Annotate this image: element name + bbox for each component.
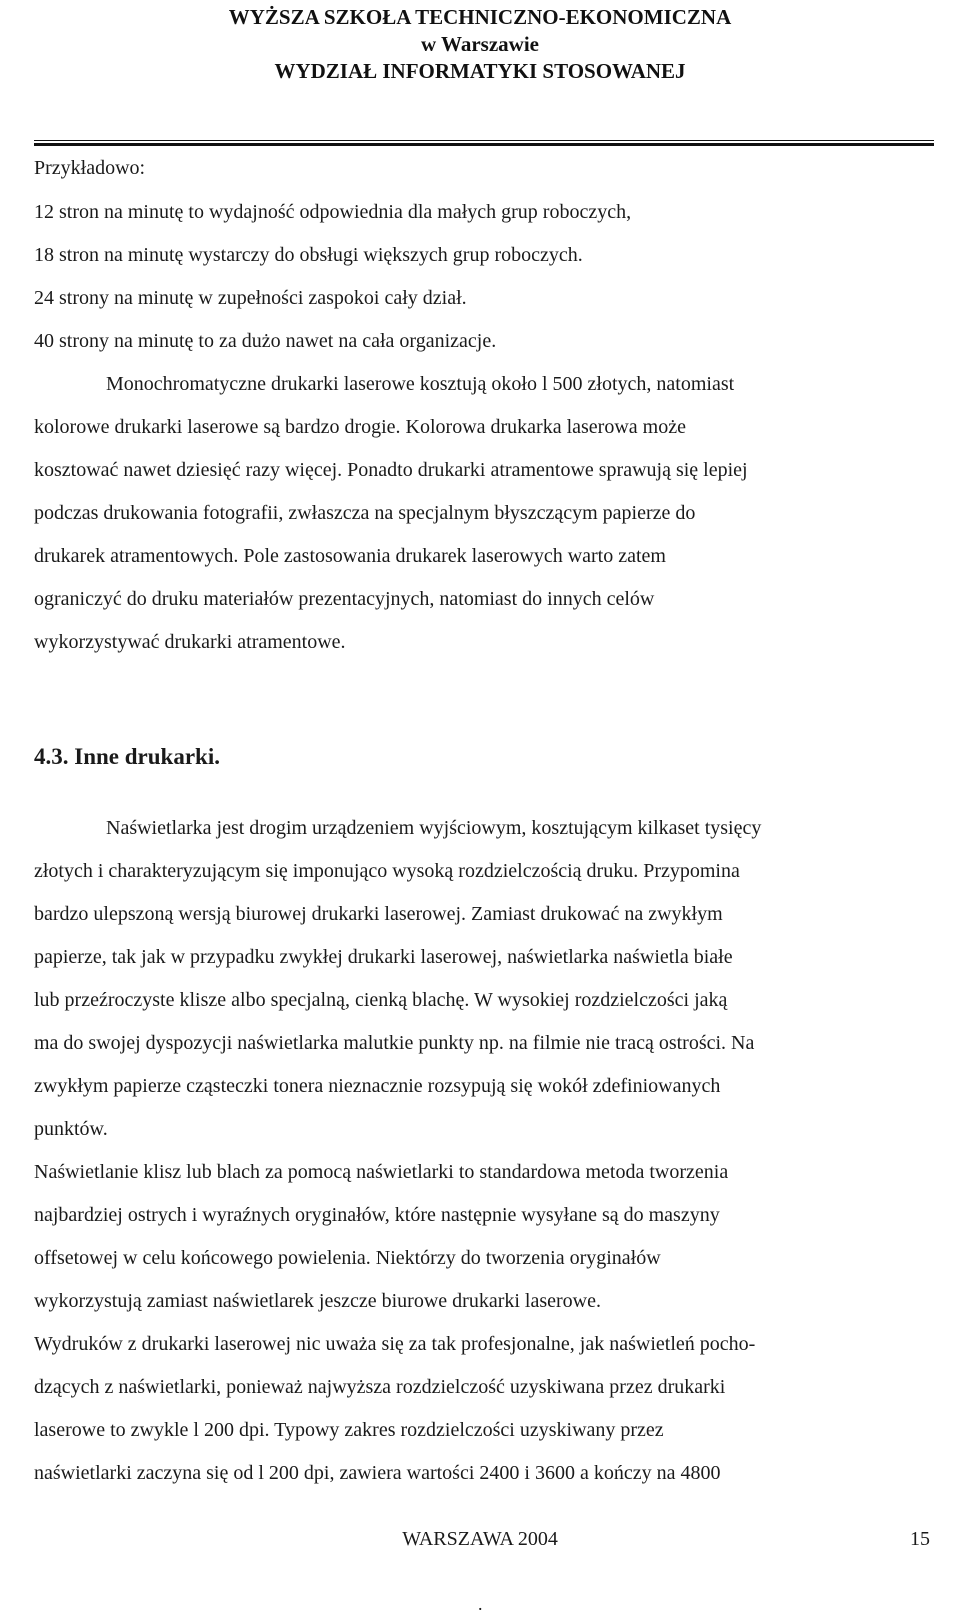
text-line: 18 stron na minutę wystarczy do obsługi większych grup roboczych. bbox=[34, 244, 583, 266]
section-heading: 4.3. Inne drukarki. bbox=[34, 744, 220, 769]
page-number: 15 bbox=[910, 1528, 930, 1550]
text-line: złotych i charakteryzującym się imponująco wysoką rozdzielczością druku. Przypomina bbox=[34, 860, 740, 882]
text-line: 24 strony na minutę w zupełności zaspokoi cały dział. bbox=[34, 287, 467, 309]
trailing-mark: . bbox=[478, 1594, 483, 1614]
text-line: najbardziej ostrych i wyraźnych oryginałów, które następnie wysyłane są do maszyny bbox=[34, 1204, 720, 1226]
text-line: ograniczyć do druku materiałów prezentacyjnych, natomiast do innych celów bbox=[34, 588, 655, 610]
text-line: Naświetlanie klisz lub blach za pomocą naświetlarki to standardowa metoda tworzenia bbox=[34, 1161, 729, 1183]
text-line: wykorzystywać drukarki atramentowe. bbox=[34, 631, 346, 653]
text-line: naświetlarki zaczyna się od l 200 dpi, zawiera wartości 2400 i 3600 a kończy na 4800 bbox=[34, 1462, 721, 1484]
header-school-name: WYŻSZA SZKOŁA TECHNICZNO-EKONOMICZNA bbox=[228, 5, 732, 29]
page-footer: WARSZAWA 2004 bbox=[402, 1528, 558, 1550]
header-rule-thick bbox=[34, 143, 934, 146]
text-line: offsetowej w celu końcowego powielenia. Niektórzy do tworzenia oryginałów bbox=[34, 1247, 661, 1269]
text-line: punktów. bbox=[34, 1118, 108, 1140]
header-rule-thin bbox=[34, 140, 934, 141]
text-line: dzących z naświetlarki, ponieważ najwyższa rozdzielczość uzyskiwana przez drukarki bbox=[34, 1376, 726, 1398]
text-line: 12 stron na minutę to wydajność odpowiednia dla małych grup roboczych, bbox=[34, 201, 632, 223]
text-line: papierze, tak jak w przypadku zwykłej drukarki laserowej, naświetlarka naświetla białe bbox=[34, 946, 733, 968]
text-line: ma do swojej dyspozycji naświetlarka malutkie punkty np. na filmie nie tracą ostrości. Na bbox=[34, 1032, 755, 1054]
text-line: lub przeźroczyste klisze albo specjalną, cienką blachę. W wysokiej rozdzielczości jaką bbox=[34, 989, 728, 1011]
text-line: Naświetlarka jest drogim urządzeniem wyjściowym, kosztującym kilkaset tysięcy bbox=[106, 817, 762, 839]
text-line: drukarek atramentowych. Pole zastosowania drukarek laserowych warto zatem bbox=[34, 545, 666, 567]
text-line: kolorowe drukarki laserowe są bardzo drogie. Kolorowa drukarka laserowa może bbox=[34, 416, 686, 438]
text-line: bardzo ulepszoną wersją biurowej drukarki laserowej. Zamiast drukować na zwykłym bbox=[34, 903, 723, 925]
text-line: Wydruków z drukarki laserowej nic uważa się za tak profesjonalne, jak naświetleń pocho- bbox=[34, 1333, 756, 1355]
header-city: w Warszawie bbox=[420, 32, 539, 56]
text-line: Monochromatyczne drukarki laserowe kosztują około l 500 złotych, natomiast bbox=[106, 373, 735, 395]
header-faculty: WYDZIAŁ INFORMATYKI STOSOWANEJ bbox=[274, 59, 686, 83]
text-line: wykorzystują zamiast naświetlarek jeszcze biurowe drukarki laserowe. bbox=[34, 1290, 601, 1312]
page-header bbox=[0, 4, 960, 85]
text-line: Przykładowo: bbox=[34, 157, 146, 179]
text-line: 40 strony na minutę to za dużo nawet na cała organizacje. bbox=[34, 330, 497, 352]
text-line: kosztować nawet dziesięć razy więcej. Ponadto drukarki atramentowe sprawują się lepiej bbox=[34, 459, 748, 481]
text-line: podczas drukowania fotografii, zwłaszcza na specjalnym błyszczącym papierze do bbox=[34, 502, 696, 524]
text-line: laserowe to zwykle l 200 dpi. Typowy zakres rozdzielczości uzyskiwany przez bbox=[34, 1419, 664, 1441]
text-line: zwykłym papierze cząsteczki tonera nieznacznie rozsypują się wokół zdefiniowanych bbox=[34, 1075, 721, 1097]
